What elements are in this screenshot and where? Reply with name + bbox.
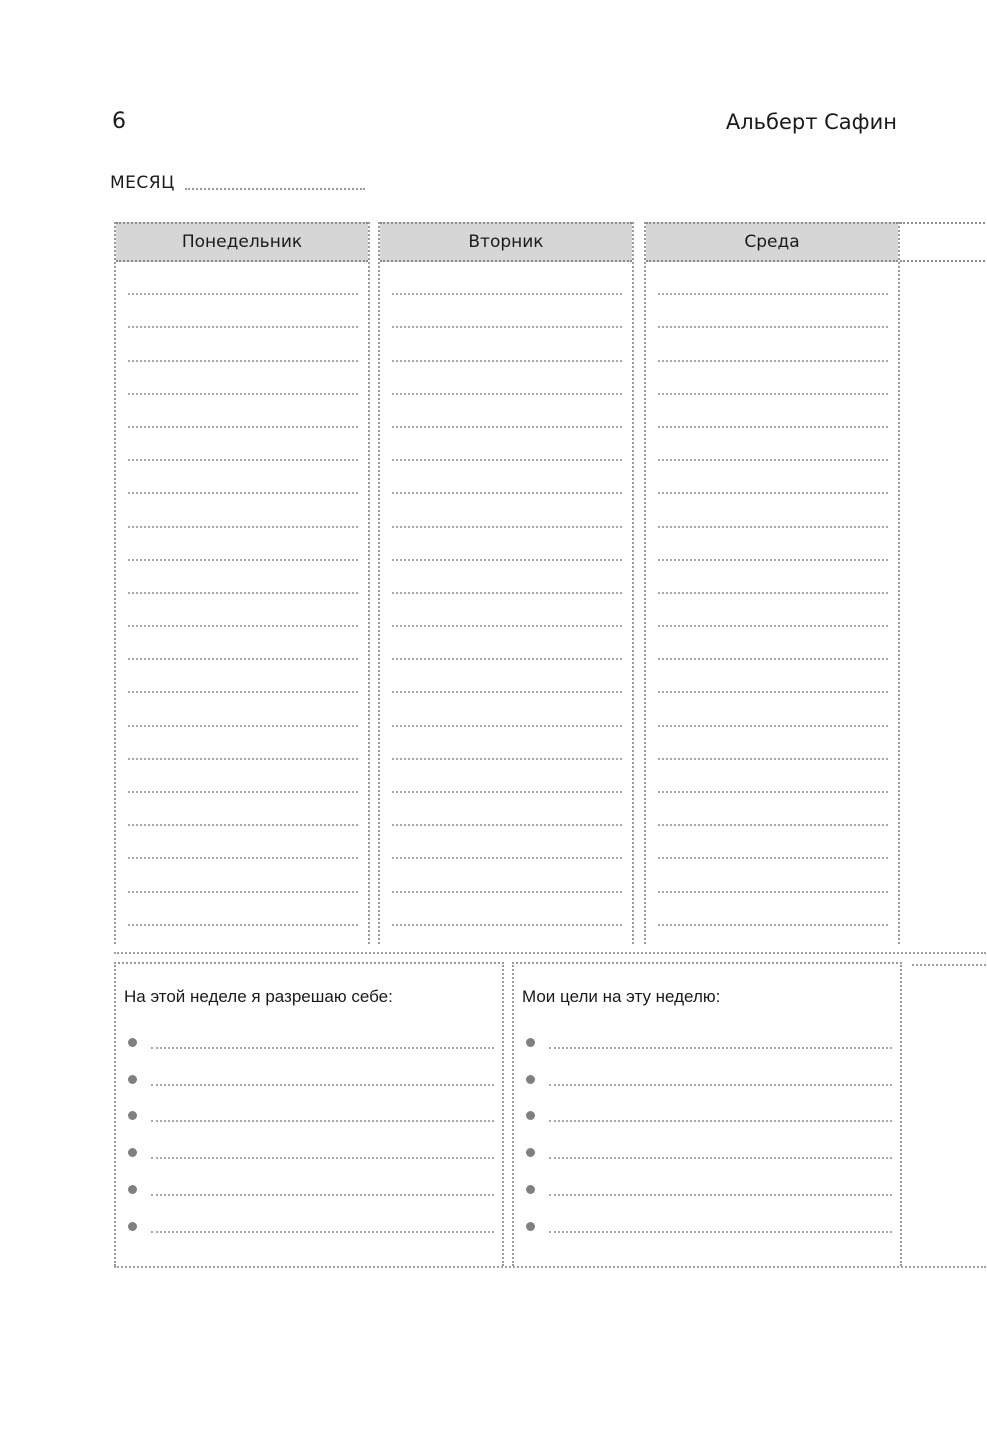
bullet-item	[522, 1167, 892, 1204]
writing-line[interactable]	[392, 494, 622, 527]
day-lines	[646, 262, 898, 926]
allow-list	[116, 1020, 502, 1241]
writing-line[interactable]	[658, 395, 888, 428]
writing-line[interactable]	[128, 528, 358, 561]
writing-line[interactable]	[392, 561, 622, 594]
bullet-icon	[526, 1111, 535, 1120]
writing-line[interactable]	[128, 859, 358, 892]
writing-line[interactable]	[128, 760, 358, 793]
writing-line[interactable]	[128, 328, 358, 361]
writing-line[interactable]	[128, 693, 358, 726]
day-header: Вторник	[380, 222, 632, 262]
allow-title: На этой неделе я разрешаю себе:	[124, 987, 393, 1006]
writing-line[interactable]	[549, 1157, 892, 1159]
goals-section	[512, 962, 902, 1266]
bullet-icon	[526, 1075, 535, 1084]
writing-line[interactable]	[151, 1084, 494, 1086]
writing-line[interactable]	[128, 395, 358, 428]
writing-line[interactable]	[658, 295, 888, 328]
writing-line[interactable]	[549, 1194, 892, 1196]
writing-line[interactable]	[658, 627, 888, 660]
day-column-tuesday	[378, 222, 634, 944]
writing-line[interactable]	[128, 893, 358, 926]
writing-line[interactable]	[128, 428, 358, 461]
writing-line[interactable]	[128, 362, 358, 395]
writing-line[interactable]	[392, 362, 622, 395]
bullet-item	[124, 1094, 494, 1131]
writing-line[interactable]	[549, 1231, 892, 1233]
writing-line[interactable]	[392, 594, 622, 627]
writing-line[interactable]	[658, 461, 888, 494]
writing-line[interactable]	[658, 594, 888, 627]
bullet-icon	[128, 1222, 137, 1231]
bullet-item	[124, 1057, 494, 1094]
writing-line[interactable]	[392, 793, 622, 826]
bullet-item	[522, 1204, 892, 1241]
writing-line[interactable]	[658, 826, 888, 859]
bullet-item	[124, 1204, 494, 1241]
writing-line[interactable]	[151, 1120, 494, 1122]
writing-line[interactable]	[128, 727, 358, 760]
writing-line[interactable]	[128, 262, 358, 295]
writing-line[interactable]	[128, 461, 358, 494]
goals-title: Мои цели на эту неделю:	[522, 987, 721, 1006]
writing-line[interactable]	[151, 1194, 494, 1196]
bullet-icon	[526, 1038, 535, 1047]
writing-line[interactable]	[658, 893, 888, 926]
writing-line[interactable]	[658, 760, 888, 793]
writing-line[interactable]	[658, 262, 888, 295]
writing-line[interactable]	[128, 295, 358, 328]
bullet-icon	[128, 1038, 137, 1047]
day-lines	[116, 262, 368, 926]
writing-line[interactable]	[658, 727, 888, 760]
writing-line[interactable]	[549, 1084, 892, 1086]
writing-line[interactable]	[392, 395, 622, 428]
writing-line[interactable]	[392, 528, 622, 561]
day-column-wednesday	[644, 222, 900, 944]
bullet-icon	[128, 1148, 137, 1157]
writing-line[interactable]	[128, 826, 358, 859]
writing-line[interactable]	[658, 693, 888, 726]
day-header: Среда	[646, 222, 898, 262]
writing-line[interactable]	[151, 1231, 494, 1233]
month-label: МЕСЯЦ	[110, 173, 175, 193]
allow-section	[114, 962, 504, 1266]
writing-line[interactable]	[549, 1120, 892, 1122]
bullet-icon	[128, 1111, 137, 1120]
writing-line[interactable]	[658, 660, 888, 693]
writing-line[interactable]	[392, 859, 622, 892]
writing-line[interactable]	[128, 627, 358, 660]
goals-list	[514, 1020, 900, 1241]
writing-line[interactable]	[392, 727, 622, 760]
bottom-divider	[114, 1266, 986, 1268]
bullet-item	[522, 1130, 892, 1167]
writing-line[interactable]	[392, 760, 622, 793]
day-column-monday	[114, 222, 370, 944]
writing-line[interactable]	[392, 893, 622, 926]
bullet-icon	[526, 1148, 535, 1157]
writing-line[interactable]	[392, 262, 622, 295]
writing-line[interactable]	[128, 561, 358, 594]
writing-line[interactable]	[658, 494, 888, 527]
bullet-item	[124, 1020, 494, 1057]
writing-line[interactable]	[658, 793, 888, 826]
next-day-header-edge	[900, 222, 987, 262]
bullet-item	[124, 1167, 494, 1204]
week-planner	[114, 222, 987, 1267]
author-name: Альберт Сафин	[725, 110, 897, 134]
writing-line[interactable]	[128, 594, 358, 627]
writing-line[interactable]	[392, 328, 622, 361]
writing-line[interactable]	[151, 1157, 494, 1159]
writing-line[interactable]	[128, 494, 358, 527]
writing-line[interactable]	[128, 660, 358, 693]
month-blank-line[interactable]	[185, 188, 365, 190]
writing-line[interactable]	[658, 362, 888, 395]
writing-line[interactable]	[392, 461, 622, 494]
divider	[114, 952, 986, 954]
writing-line[interactable]	[392, 660, 622, 693]
writing-line[interactable]	[658, 328, 888, 361]
page-number: 6	[112, 109, 126, 134]
writing-line[interactable]	[658, 428, 888, 461]
writing-line[interactable]	[392, 295, 622, 328]
writing-line[interactable]	[392, 826, 622, 859]
day-lines	[380, 262, 632, 926]
writing-line[interactable]	[658, 859, 888, 892]
day-header: Понедельник	[116, 222, 368, 262]
writing-line[interactable]	[392, 693, 622, 726]
bullet-icon	[128, 1075, 137, 1084]
bullet-item	[522, 1057, 892, 1094]
writing-line[interactable]	[658, 561, 888, 594]
writing-line[interactable]	[658, 528, 888, 561]
writing-line[interactable]	[151, 1047, 494, 1049]
bullet-item	[522, 1020, 892, 1057]
divider	[912, 964, 986, 966]
bullet-icon	[526, 1222, 535, 1231]
bullet-item	[124, 1130, 494, 1167]
writing-line[interactable]	[392, 627, 622, 660]
bullet-item	[522, 1094, 892, 1131]
bullet-icon	[128, 1185, 137, 1194]
writing-line[interactable]	[392, 428, 622, 461]
writing-line[interactable]	[549, 1047, 892, 1049]
bullet-icon	[526, 1185, 535, 1194]
month-field	[110, 172, 365, 194]
writing-line[interactable]	[128, 793, 358, 826]
